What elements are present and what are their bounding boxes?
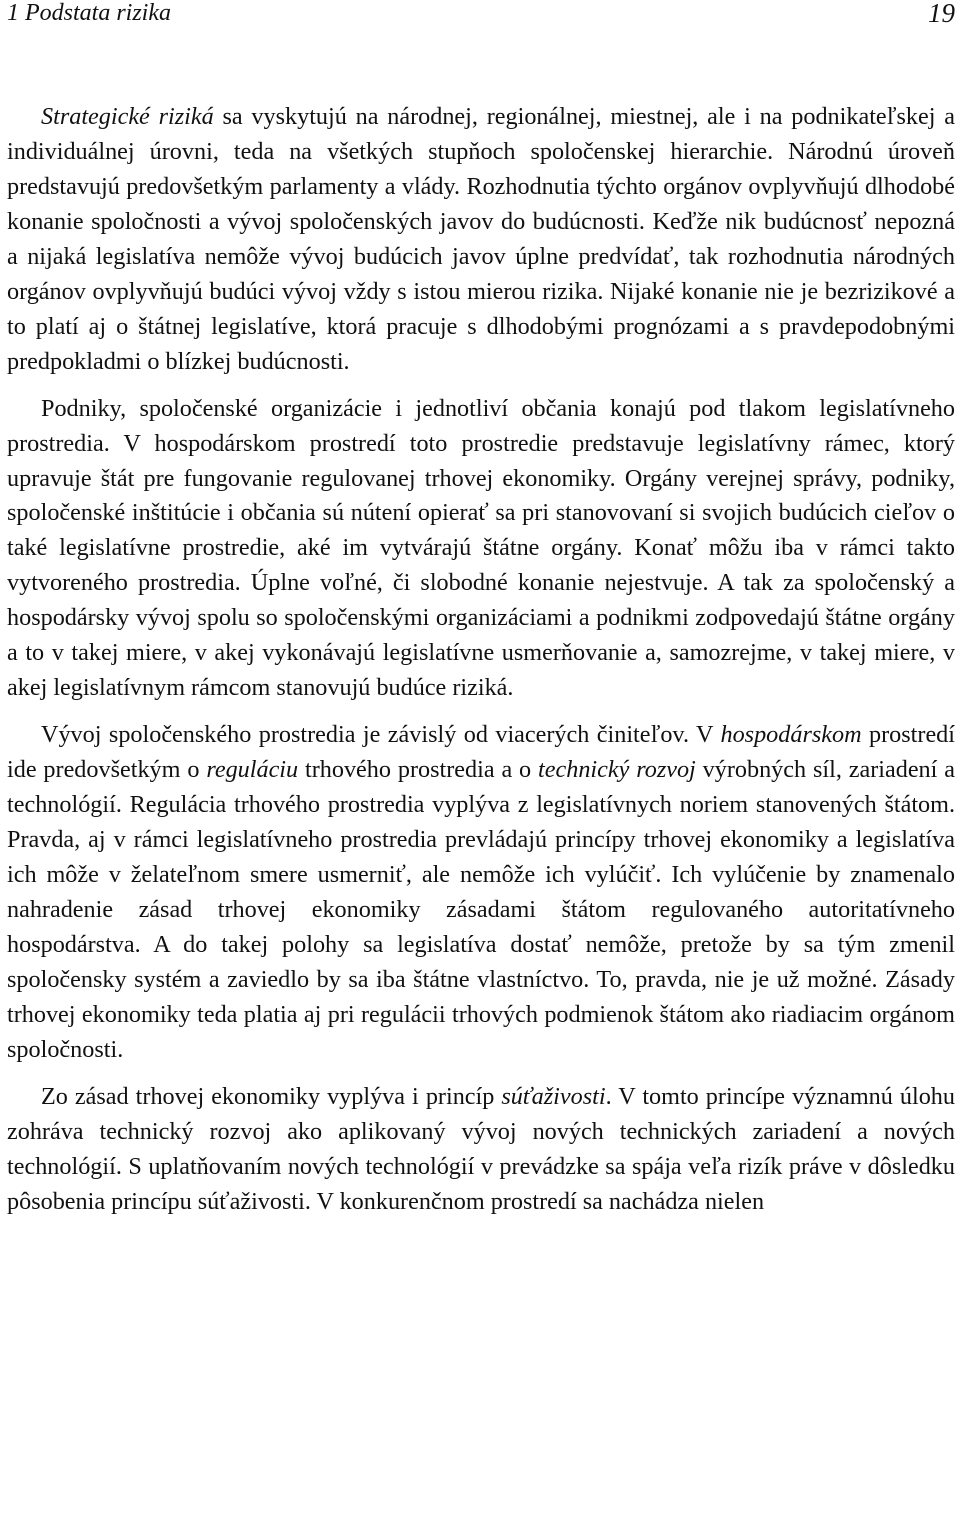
body-text (7, 100, 955, 1220)
paragraph (7, 1080, 955, 1220)
text-run: sa vyskytujú na národnej, regionálnej, miestnej, ale i na podnikateľskej a individuálnej úrovni, teda na všetkých stupňoch spoločenskej hierarchie. Národnú úroveň predstavujú predovšetkým parlamenty a vlády. Rozhodnutia týchto orgánov ovplyvňujú dlhodobé konanie spoločnosti a vývoj spoločenských javov do budúcnosti. Keďže nik budúcnosť nepozná a nijaká legislatíva nemôže vývoj budúcich javov úplne predvídať, tak rozhodnutia národných orgánov ovplyvňujú budúci vývoj vždy s istou mierou rizika. Nijaké konanie nie je bezrizikové a to platí aj o štátnej legislatíve, ktorá pracuje s dlhodobými prognózami a s pravdepodobnými predpokladmi o blízkej budúcnosti. (7, 103, 955, 375)
paragraph (7, 392, 955, 707)
text-run: Zo zásad trhovej ekonomiky vyplýva i princíp (41, 1082, 502, 1110)
text-run: Vývoj spoločenského prostredia je závislý od viacerých činiteľov. V (41, 721, 721, 749)
text-run: výrobných síl, zariadení a technológií. Regulácia trhového prostredia vyplýva z legislatívnych noriem stanovených štátom. Pravda, aj v rámci legislatívneho prostredia prevládajú princípy trhovej ekonomiky a legislatíva ich môže v želateľnom smere usmerniť, ale nemôže ich vylúčiť. Ich vylúčenie by znamenalo nahradenie zásad trhovej ekonomiky zásadami štátom regulovaného autoritatívneho hospodárstva. A do takej polohy sa legislatíva dostať nemôže, pretože by sa tým zmenil spoločensky systém a zaviedlo by sa iba štátne vlastníctvo. To, pravda, nie je už možné. Zásady trhovej ekonomiky teda platia aj pri regulácii trhových podmienok štátom ako riadiacim orgánom spoločnosti. (7, 756, 955, 1063)
page-number: 19 (928, 0, 955, 28)
text-run: súťaživosti (501, 1082, 606, 1110)
text-run: technický rozvoj (538, 756, 696, 784)
chapter-title: 1 Podstata rizika (7, 0, 172, 26)
text-run: prostredí ide predovšetkým o (7, 721, 955, 784)
text-run: trhového prostredia a o (298, 756, 539, 784)
running-header (7, 0, 955, 30)
paragraph (7, 100, 955, 380)
text-run: Strategické riziká (41, 103, 214, 130)
text-run: hospodárskom (720, 721, 862, 749)
text-run: . V tomto princípe významnú úlohu zohráva technický rozvoj ako aplikovaný vývoj nových technických zariadení a nových technológií. S uplatňovaním nových technológií v prevádzke sa spája veľa rizík práve v dôsledku pôsobenia princípu súťaživosti. V konkurenčnom prostredí sa nachádza nielen (7, 1082, 955, 1215)
text-run: reguláciu (206, 756, 299, 784)
text-run: Podniky, spoločenské organizácie i jednotliví občania konajú pod tlakom legislatívneho prostredia. V hospodárskom prostredí toto prostredie predstavuje legislatívny rámec, ktorý upravuje štát pre fungovanie regulovanej trhovej ekonomiky. Orgány verejnej správy, podniky, spoločenské inštitúcie i občania sú nútení opierať sa pri stanovovaní si svojich budúcich cieľov o také legislatívne prostredie, aké im vytvárajú štátne orgány. Konať môžu iba v rámci takto vytvoreného prostredia. Úplne voľné, či slobodné konanie nejestvuje. A tak za spoločenský a hospodársky vývoj spolu so spoločenskými organizáciami a podnikmi zodpovedajú štátne orgány a to v takej miere, v akej vykonávajú legislatívne usmerňovanie a, samozrejme, v takej miere, v akej legislatívnym rámcom stanovujú budúce riziká. (7, 394, 955, 702)
paragraph (7, 718, 955, 1068)
